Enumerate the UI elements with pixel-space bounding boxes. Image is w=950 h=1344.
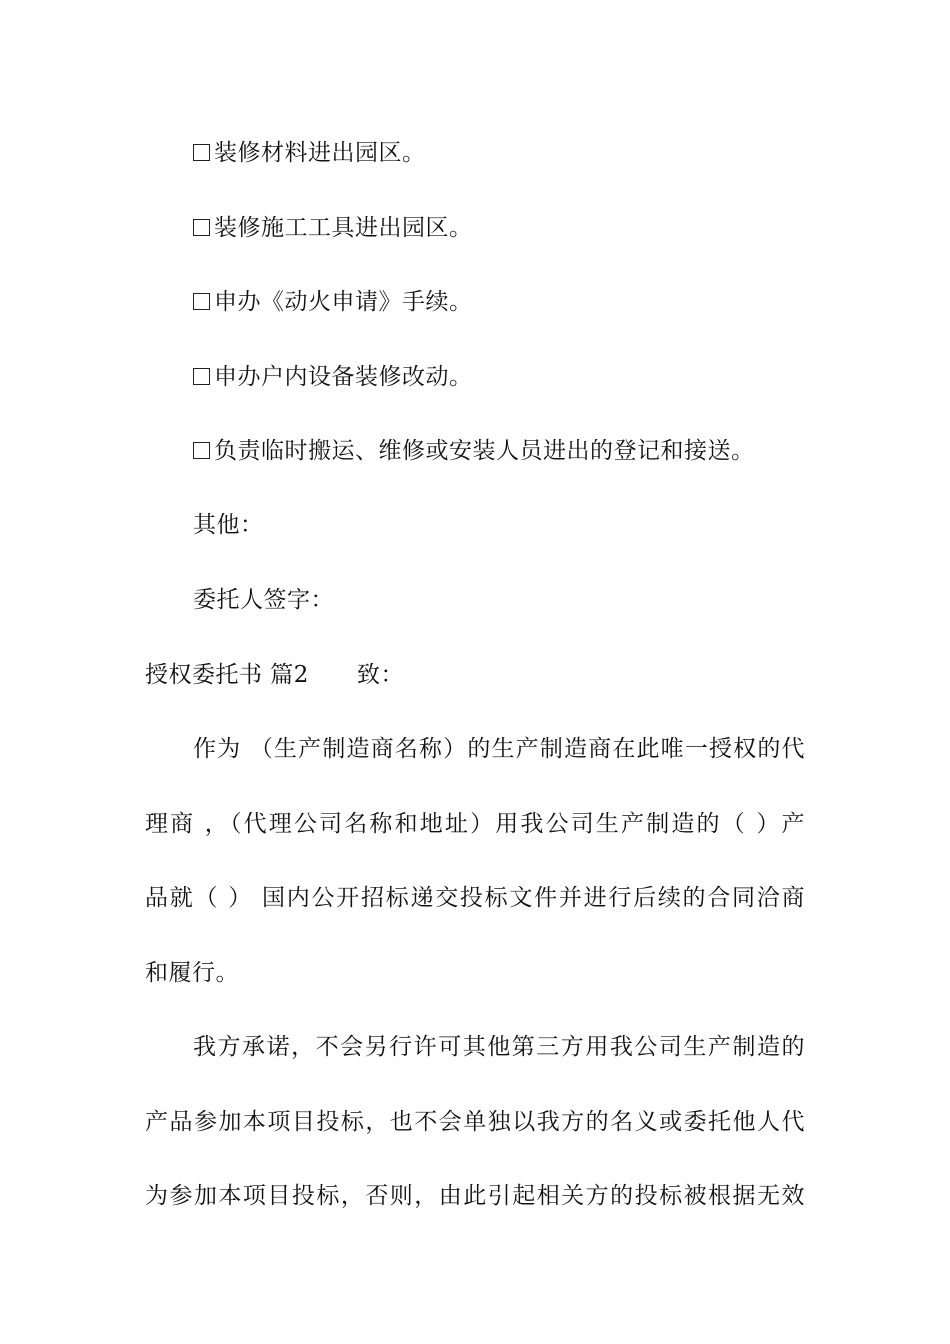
checklist-item: [193, 436, 863, 466]
checklist-item: [193, 138, 863, 168]
checkbox-icon[interactable]: [193, 368, 210, 385]
checklist-item-text: 负责临时搬运、维修或安装人员进出的登记和接送。: [214, 438, 755, 464]
checklist-item-text: 申办《动火申请》手续。: [214, 289, 473, 315]
checklist-item: [193, 287, 863, 317]
checkbox-icon[interactable]: [193, 293, 210, 310]
section-heading-line: [145, 660, 815, 690]
other-label: 其他：: [193, 512, 264, 538]
section-heading: 授权委托书 篇2: [145, 662, 309, 688]
paragraph-line: 作为 （生产制造商名称）的生产制造商在此唯一授权的代: [193, 736, 805, 762]
signature-label: 委托人签字：: [193, 587, 334, 613]
checkbox-icon[interactable]: [193, 219, 210, 236]
paragraph-line: 理商 ，（代理公司名称和地址）用我公司生产制造的（ ）产: [145, 811, 805, 837]
checklist-item-text: 申办户内设备装修改动。: [214, 364, 473, 390]
paragraph-line: 和履行。: [145, 960, 239, 986]
salutation: 致：: [356, 662, 404, 688]
paragraph-line: 我方承诺，不会另行许可其他第三方用我公司生产制造的: [193, 1034, 805, 1060]
checklist-item: [193, 362, 863, 392]
checkbox-icon[interactable]: [193, 442, 210, 459]
checkbox-icon[interactable]: [193, 144, 210, 161]
checklist-item-text: 装修施工工具进出园区。: [214, 215, 473, 241]
paragraph-line: 品就（ ） 国内公开招标递交投标文件并进行后续的合同洽商: [145, 885, 805, 911]
paragraph-line: 为参加本项目投标，否则，由此引起相关方的投标被根据无效: [145, 1183, 805, 1209]
checklist-item: [193, 213, 863, 243]
checklist-item-text: 装修材料进出园区。: [214, 140, 426, 166]
paragraph-line: 产品参加本项目投标，也不会单独以我方的名义或委托他人代: [145, 1109, 805, 1135]
